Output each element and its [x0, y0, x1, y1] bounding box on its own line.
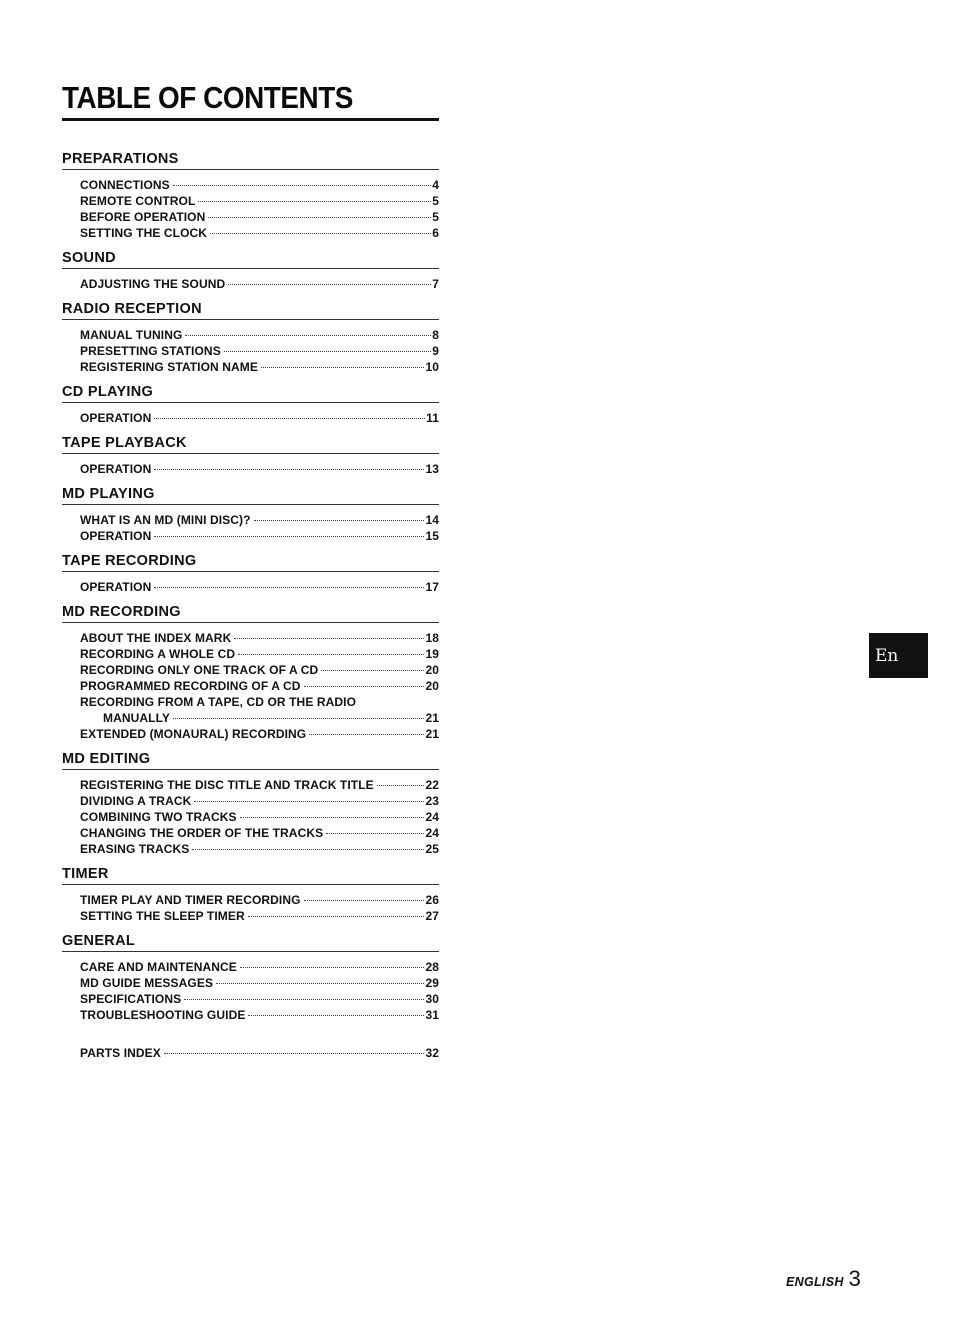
leader-dots — [377, 785, 425, 786]
toc-entry[interactable] — [80, 908, 439, 924]
entry-label: MD GUIDE MESSAGES — [80, 976, 214, 990]
entry-page: 8 — [432, 328, 439, 342]
toc-entry[interactable] — [80, 225, 439, 241]
section-md-recording — [62, 603, 439, 742]
entry-page: 28 — [425, 960, 439, 974]
entry-page: 5 — [432, 210, 439, 224]
entry-label: PROGRAMMED RECORDING OF A CD — [80, 679, 301, 693]
toc-entry[interactable] — [80, 177, 439, 193]
leader-dots — [240, 817, 425, 818]
entry-label: RECORDING FROM A TAPE, CD OR THE RADIO — [80, 695, 357, 709]
toc-entry[interactable] — [80, 777, 439, 793]
entry-label: SPECIFICATIONS — [80, 992, 182, 1006]
toc-entry[interactable] — [80, 1007, 439, 1023]
leader-dots — [208, 217, 431, 218]
entry-page: 19 — [425, 647, 439, 661]
entry-label: OPERATION — [80, 529, 152, 543]
leader-dots — [154, 418, 425, 419]
entry-label: WHAT IS AN MD (MINI DISC)? — [80, 513, 251, 527]
leader-dots — [261, 367, 424, 368]
entry-label: MANUALLY — [103, 711, 171, 725]
entry-page: 32 — [425, 1046, 439, 1060]
entry-label: SETTING THE CLOCK — [80, 226, 208, 240]
section-heading: CD PLAYING — [62, 383, 439, 403]
toc-entry[interactable] — [80, 630, 439, 646]
section-parts-index — [62, 1038, 439, 1061]
entry-page: 31 — [425, 1008, 439, 1022]
toc-entry[interactable] — [80, 793, 439, 809]
entry-label: PARTS INDEX — [80, 1046, 161, 1060]
toc-entry[interactable] — [80, 461, 439, 477]
toc-entry[interactable] — [80, 975, 439, 991]
toc-entry[interactable] — [80, 678, 439, 694]
leader-dots — [184, 999, 424, 1000]
section-heading: TAPE PLAYBACK — [62, 434, 439, 454]
entry-page: 9 — [432, 344, 439, 358]
leader-dots — [194, 801, 424, 802]
toc-entry[interactable] — [80, 991, 439, 1007]
leader-dots — [254, 520, 425, 521]
toc-entry[interactable] — [80, 892, 439, 908]
section-heading: SOUND — [62, 249, 439, 269]
entry-page: 21 — [425, 711, 439, 725]
entry-label: REGISTERING STATION NAME — [80, 360, 258, 374]
section-heading: PREPARATIONS — [62, 150, 439, 170]
toc-entry[interactable] — [80, 528, 439, 544]
toc-entry[interactable] — [80, 512, 439, 528]
page-number: 3 — [848, 1266, 861, 1291]
entry-page: 27 — [425, 909, 439, 923]
section-md-editing — [62, 750, 439, 857]
entry-label: ERASING TRACKS — [80, 842, 190, 856]
entry-page: 15 — [425, 529, 439, 543]
entry-label: RECORDING ONLY ONE TRACK OF A CD — [80, 663, 319, 677]
toc-entry[interactable] — [80, 825, 439, 841]
section-heading: MD PLAYING — [62, 485, 439, 505]
leader-dots — [164, 1053, 425, 1054]
language-tab: En — [869, 633, 928, 678]
entry-label: MANUAL TUNING — [80, 328, 183, 342]
entry-label: PRESETTING STATIONS — [80, 344, 221, 358]
leader-dots — [304, 686, 425, 687]
entry-page: 4 — [432, 178, 439, 192]
leader-dots — [304, 900, 425, 901]
leader-dots — [224, 351, 431, 352]
entry-page: 20 — [425, 663, 439, 677]
entry-page: 10 — [425, 360, 439, 374]
entry-page: 11 — [426, 411, 439, 425]
toc-entry[interactable] — [80, 327, 439, 343]
section-heading: TIMER — [62, 865, 439, 885]
entry-label: BEFORE OPERATION — [80, 210, 206, 224]
section-md-playing — [62, 485, 439, 544]
toc-entry[interactable] — [80, 276, 439, 292]
toc-entry[interactable] — [80, 662, 439, 678]
entry-page: 17 — [425, 580, 439, 594]
entry-page: 7 — [432, 277, 439, 291]
entry-label: OPERATION — [80, 411, 152, 425]
entry-page: 26 — [425, 893, 439, 907]
leader-dots — [326, 833, 424, 834]
toc-entry[interactable] — [80, 959, 439, 975]
leader-dots — [185, 335, 431, 336]
leader-dots — [234, 638, 424, 639]
entry-page: 23 — [425, 794, 439, 808]
footer-language: ENGLISH — [786, 1275, 844, 1289]
leader-dots — [192, 849, 424, 850]
section-heading: MD RECORDING — [62, 603, 439, 623]
entry-label: RECORDING A WHOLE CD — [80, 647, 236, 661]
toc-entry[interactable] — [80, 209, 439, 225]
entry-label: CARE AND MAINTENANCE — [80, 960, 237, 974]
entry-label: TIMER PLAY AND TIMER RECORDING — [80, 893, 301, 907]
entry-label: ABOUT THE INDEX MARK — [80, 631, 232, 645]
entry-page: 14 — [425, 513, 439, 527]
leader-dots — [248, 1015, 424, 1016]
section-radio-reception — [62, 300, 439, 375]
section-heading: TAPE RECORDING — [62, 552, 439, 572]
entry-page: 25 — [425, 842, 439, 856]
toc-entry[interactable] — [80, 809, 439, 825]
section-heading: MD EDITING — [62, 750, 439, 770]
table-of-contents — [62, 150, 439, 1061]
leader-dots — [309, 734, 424, 735]
toc-entry[interactable] — [80, 193, 439, 209]
entry-page: 29 — [425, 976, 439, 990]
section-tape-playback — [62, 434, 439, 477]
entry-page: 18 — [425, 631, 439, 645]
section-cd-playing — [62, 383, 439, 426]
leader-dots — [173, 185, 431, 186]
entry-page: 30 — [425, 992, 439, 1006]
entry-page: 20 — [425, 679, 439, 693]
toc-entry[interactable] — [80, 646, 439, 662]
page-footer — [786, 1266, 861, 1292]
leader-dots — [238, 654, 424, 655]
entry-label: OPERATION — [80, 462, 152, 476]
page-title: TABLE OF CONTENTS — [62, 80, 353, 115]
toc-entry[interactable] — [80, 579, 439, 595]
entry-label: TROUBLESHOOTING GUIDE — [80, 1008, 246, 1022]
section-heading: GENERAL — [62, 932, 439, 952]
leader-dots — [154, 587, 424, 588]
toc-entry[interactable] — [80, 841, 439, 857]
leader-dots — [248, 916, 425, 917]
toc-entry[interactable] — [80, 1045, 439, 1061]
entry-label: OPERATION — [80, 580, 152, 594]
entry-page: 5 — [432, 194, 439, 208]
toc-entry[interactable] — [80, 710, 439, 726]
entry-page: 21 — [425, 727, 439, 741]
entry-label: CONNECTIONS — [80, 178, 170, 192]
leader-dots — [228, 284, 431, 285]
section-timer — [62, 865, 439, 924]
toc-entry[interactable] — [80, 410, 439, 426]
entry-label: ADJUSTING THE SOUND — [80, 277, 226, 291]
entry-page: 24 — [425, 826, 439, 840]
section-tape-recording — [62, 552, 439, 595]
entry-label: SETTING THE SLEEP TIMER — [80, 909, 245, 923]
entry-label: COMBINING TWO TRACKS — [80, 810, 237, 824]
leader-dots — [240, 967, 425, 968]
toc-entry[interactable] — [80, 343, 439, 359]
entry-page: 6 — [432, 226, 439, 240]
entry-label: DIVIDING A TRACK — [80, 794, 192, 808]
entry-page: 13 — [425, 462, 439, 476]
leader-dots — [216, 983, 424, 984]
section-heading: RADIO RECEPTION — [62, 300, 439, 320]
entry-label: CHANGING THE ORDER OF THE TRACKS — [80, 826, 324, 840]
section-preparations — [62, 150, 439, 241]
leader-dots — [154, 536, 424, 537]
section-general — [62, 932, 439, 1023]
entry-label: REMOTE CONTROL — [80, 194, 196, 208]
toc-entry[interactable] — [80, 694, 439, 710]
leader-dots — [198, 201, 431, 202]
section-sound — [62, 249, 439, 292]
entry-page: 22 — [425, 778, 439, 792]
leader-dots — [210, 233, 431, 234]
entry-label: EXTENDED (MONAURAL) RECORDING — [80, 727, 307, 741]
entry-label: REGISTERING THE DISC TITLE AND TRACK TITLE — [80, 778, 374, 792]
entry-page: 24 — [425, 810, 439, 824]
title-rule — [62, 118, 439, 121]
toc-entry[interactable] — [80, 726, 439, 742]
toc-entry[interactable] — [80, 359, 439, 375]
leader-dots — [321, 670, 424, 671]
leader-dots — [154, 469, 424, 470]
leader-dots — [173, 718, 424, 719]
